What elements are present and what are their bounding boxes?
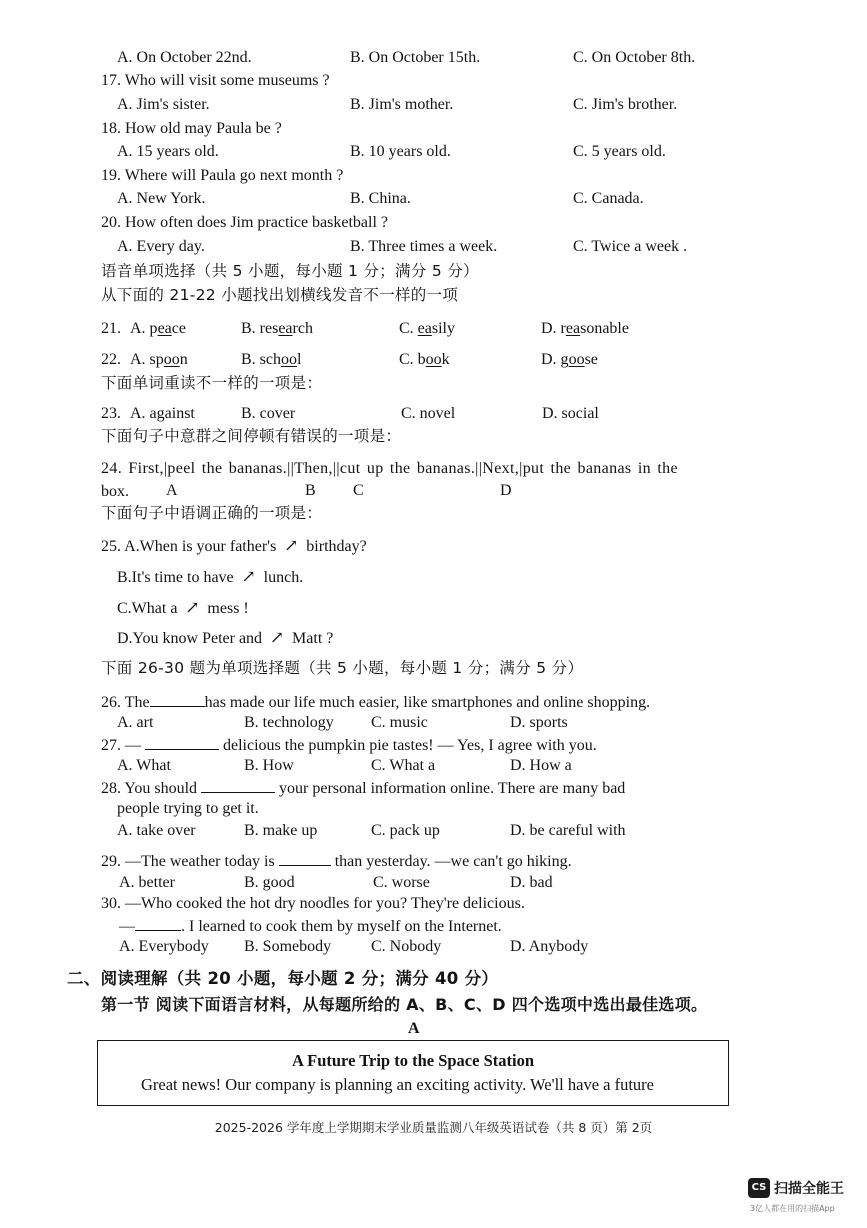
q29-option-d: D. bad — [510, 874, 553, 891]
q26-option-d: D. sports — [510, 714, 568, 731]
q30-option-a: A. Everybody — [119, 938, 209, 955]
q24-mark-c: C — [353, 482, 364, 499]
q27-option-c: C. What a — [371, 757, 436, 774]
passage-a-text: Great news! Our company is planning an exciting activity. We'll have a future — [141, 1075, 654, 1094]
q16-option-a: A. On October 22nd. — [117, 49, 252, 66]
q28-stem-line-2: people trying to get it. — [117, 800, 259, 817]
q28-option-a: A. take over — [117, 822, 196, 839]
q24-mark-d: D — [500, 482, 512, 499]
q26-option-a: A. art — [117, 714, 154, 731]
q19-stem: 19. Where will Paula go next month ? — [101, 167, 344, 184]
q27-option-d: D. How a — [510, 757, 572, 774]
q29-stem: 29. —The weather today is than yesterday. —we can't go hiking. — [101, 853, 572, 870]
q21-option-a: A. peace — [130, 320, 186, 337]
q25-option-a: 25. A.When is your father's ↗ birthday? — [101, 536, 367, 555]
q24-mark-a: A — [166, 482, 178, 499]
q16-option-c: C. On October 8th. — [573, 49, 696, 66]
reading-section-instruction: 第一节 阅读下面语言材料，从每题所给的 A、B、C、D 四个选项中选出最佳选项。 — [101, 995, 708, 1014]
q21-option-d: D. reasonable — [541, 320, 629, 337]
q25-option-c: C.What a ↗ mess ! — [117, 598, 249, 617]
q23-option-d: D. social — [542, 405, 599, 422]
phonetics-instruction-1: 从下面的 21-22 小题找出划横线发音不一样的一项 — [101, 286, 459, 304]
q18-option-c: C. 5 years old. — [573, 143, 666, 160]
q22-option-a: A. spoon — [130, 351, 188, 368]
q30-stem: 30. —Who cooked the hot dry noodles for you? They're delicious. — [101, 895, 525, 912]
q28-stem: 28. You should your personal information online. There are many bad — [101, 780, 626, 797]
camscanner-icon: CS — [748, 1178, 770, 1198]
q23-option-c: C. novel — [401, 405, 456, 422]
q29-option-a: A. better — [119, 874, 175, 891]
q17-option-c: C. Jim's brother. — [573, 96, 678, 113]
reading-heading: 二、阅读理解（共 20 小题，每小题 2 分；满分 40 分） — [67, 969, 499, 988]
q18-option-b: B. 10 years old. — [350, 143, 451, 160]
page-footer: 2025-2026 学年度上学期期末学业质量监测八年级英语试卷（共 8 页）第 2页 — [214, 1120, 653, 1135]
q27-option-a: A. What — [117, 757, 171, 774]
q20-stem: 20. How often does Jim practice basketball ? — [101, 214, 389, 231]
q30-response: — . I learned to cook them by myself on the Internet. — [119, 918, 502, 935]
q22-number: 22. — [101, 351, 121, 368]
q30-option-c: C. Nobody — [371, 938, 442, 955]
rising-intonation-arrow-icon: ↗ — [241, 567, 256, 586]
rising-intonation-arrow-icon: ↗ — [284, 536, 299, 555]
q27-option-b: B. How — [244, 757, 294, 774]
q20-option-c: C. Twice a week . — [573, 238, 688, 255]
q22-option-c: C. book — [399, 351, 450, 368]
q21-option-b: B. research — [241, 320, 313, 337]
q24-sentence-end: box. — [101, 483, 129, 500]
q21-number: 21. — [101, 320, 121, 337]
q26-stem: 26. The has made our life much easier, like smartphones and online shopping. — [101, 694, 651, 711]
q26-option-b: B. technology — [244, 714, 334, 731]
scanner-app-name: 扫描全能王 — [774, 1181, 844, 1197]
q28-option-b: B. make up — [244, 822, 318, 839]
q28-option-c: C. pack up — [371, 822, 440, 839]
q23-number: 23. — [101, 405, 121, 422]
phonetics-heading: 语音单项选择（共 5 小题，每小题 1 分；满分 5 分） — [101, 262, 479, 280]
q21-option-c: C. easily — [399, 320, 455, 337]
passage-a-box — [97, 1040, 729, 1106]
q19-option-c: C. Canada. — [573, 190, 644, 207]
q20-option-b: B. Three times a week. — [350, 238, 498, 255]
q30-option-b: B. Somebody — [244, 938, 332, 955]
q30-option-d: D. Anybody — [510, 938, 589, 955]
phonetics-instruction-2: 下面单词重读不一样的一项是： — [101, 374, 323, 392]
q19-option-b: B. China. — [350, 190, 411, 207]
passage-a-title: A Future Trip to the Space Station — [291, 1051, 534, 1070]
q26-option-c: C. music — [371, 714, 428, 731]
q22-option-b: B. school — [241, 351, 302, 368]
q27-stem: 27. — delicious the pumpkin pie tastes! — Yes, I agree with you. — [101, 737, 597, 754]
q20-option-a: A. Every day. — [117, 238, 205, 255]
scanner-tagline: 3亿人都在用的扫描App — [750, 1204, 835, 1213]
q17-option-b: B. Jim's mother. — [350, 96, 454, 113]
single-choice-heading: 下面 26-30 题为单项选择题（共 5 小题，每小题 1 分；满分 5 分） — [101, 659, 584, 677]
phonetics-instruction-4: 下面句子中语调正确的一项是： — [101, 504, 323, 522]
q28-option-d: D. be careful with — [510, 822, 626, 839]
phonetics-instruction-3: 下面句子中意群之间停顿有错误的一项是： — [101, 427, 402, 445]
q18-stem: 18. How old may Paula be ? — [101, 120, 282, 137]
q25-option-d: D.You know Peter and ↗ Matt ? — [117, 628, 334, 647]
q16-option-b: B. On October 15th. — [350, 49, 481, 66]
rising-intonation-arrow-icon: ↗ — [269, 628, 285, 647]
q19-option-a: A. New York. — [117, 190, 206, 207]
rising-intonation-arrow-icon: ↗ — [185, 598, 200, 617]
q24-mark-b: B — [305, 482, 316, 499]
q22-option-d: D. goose — [541, 351, 598, 368]
q23-option-b: B. cover — [241, 405, 296, 422]
q18-option-a: A. 15 years old. — [117, 143, 219, 160]
scanner-logo — [748, 1178, 844, 1198]
q25-option-b: B.It's time to have ↗ lunch. — [117, 567, 304, 586]
passage-label: A — [408, 1020, 420, 1037]
q17-option-a: A. Jim's sister. — [117, 96, 210, 113]
q23-option-a: A. against — [130, 405, 195, 422]
q29-option-b: B. good — [244, 874, 295, 891]
q29-option-c: C. worse — [373, 874, 430, 891]
q24-sentence: 24. First,|peel the bananas.||Then,||cut up the bananas.||Next,|put the bananas in the — [101, 460, 678, 477]
q17-stem: 17. Who will visit some museums ? — [101, 72, 330, 89]
